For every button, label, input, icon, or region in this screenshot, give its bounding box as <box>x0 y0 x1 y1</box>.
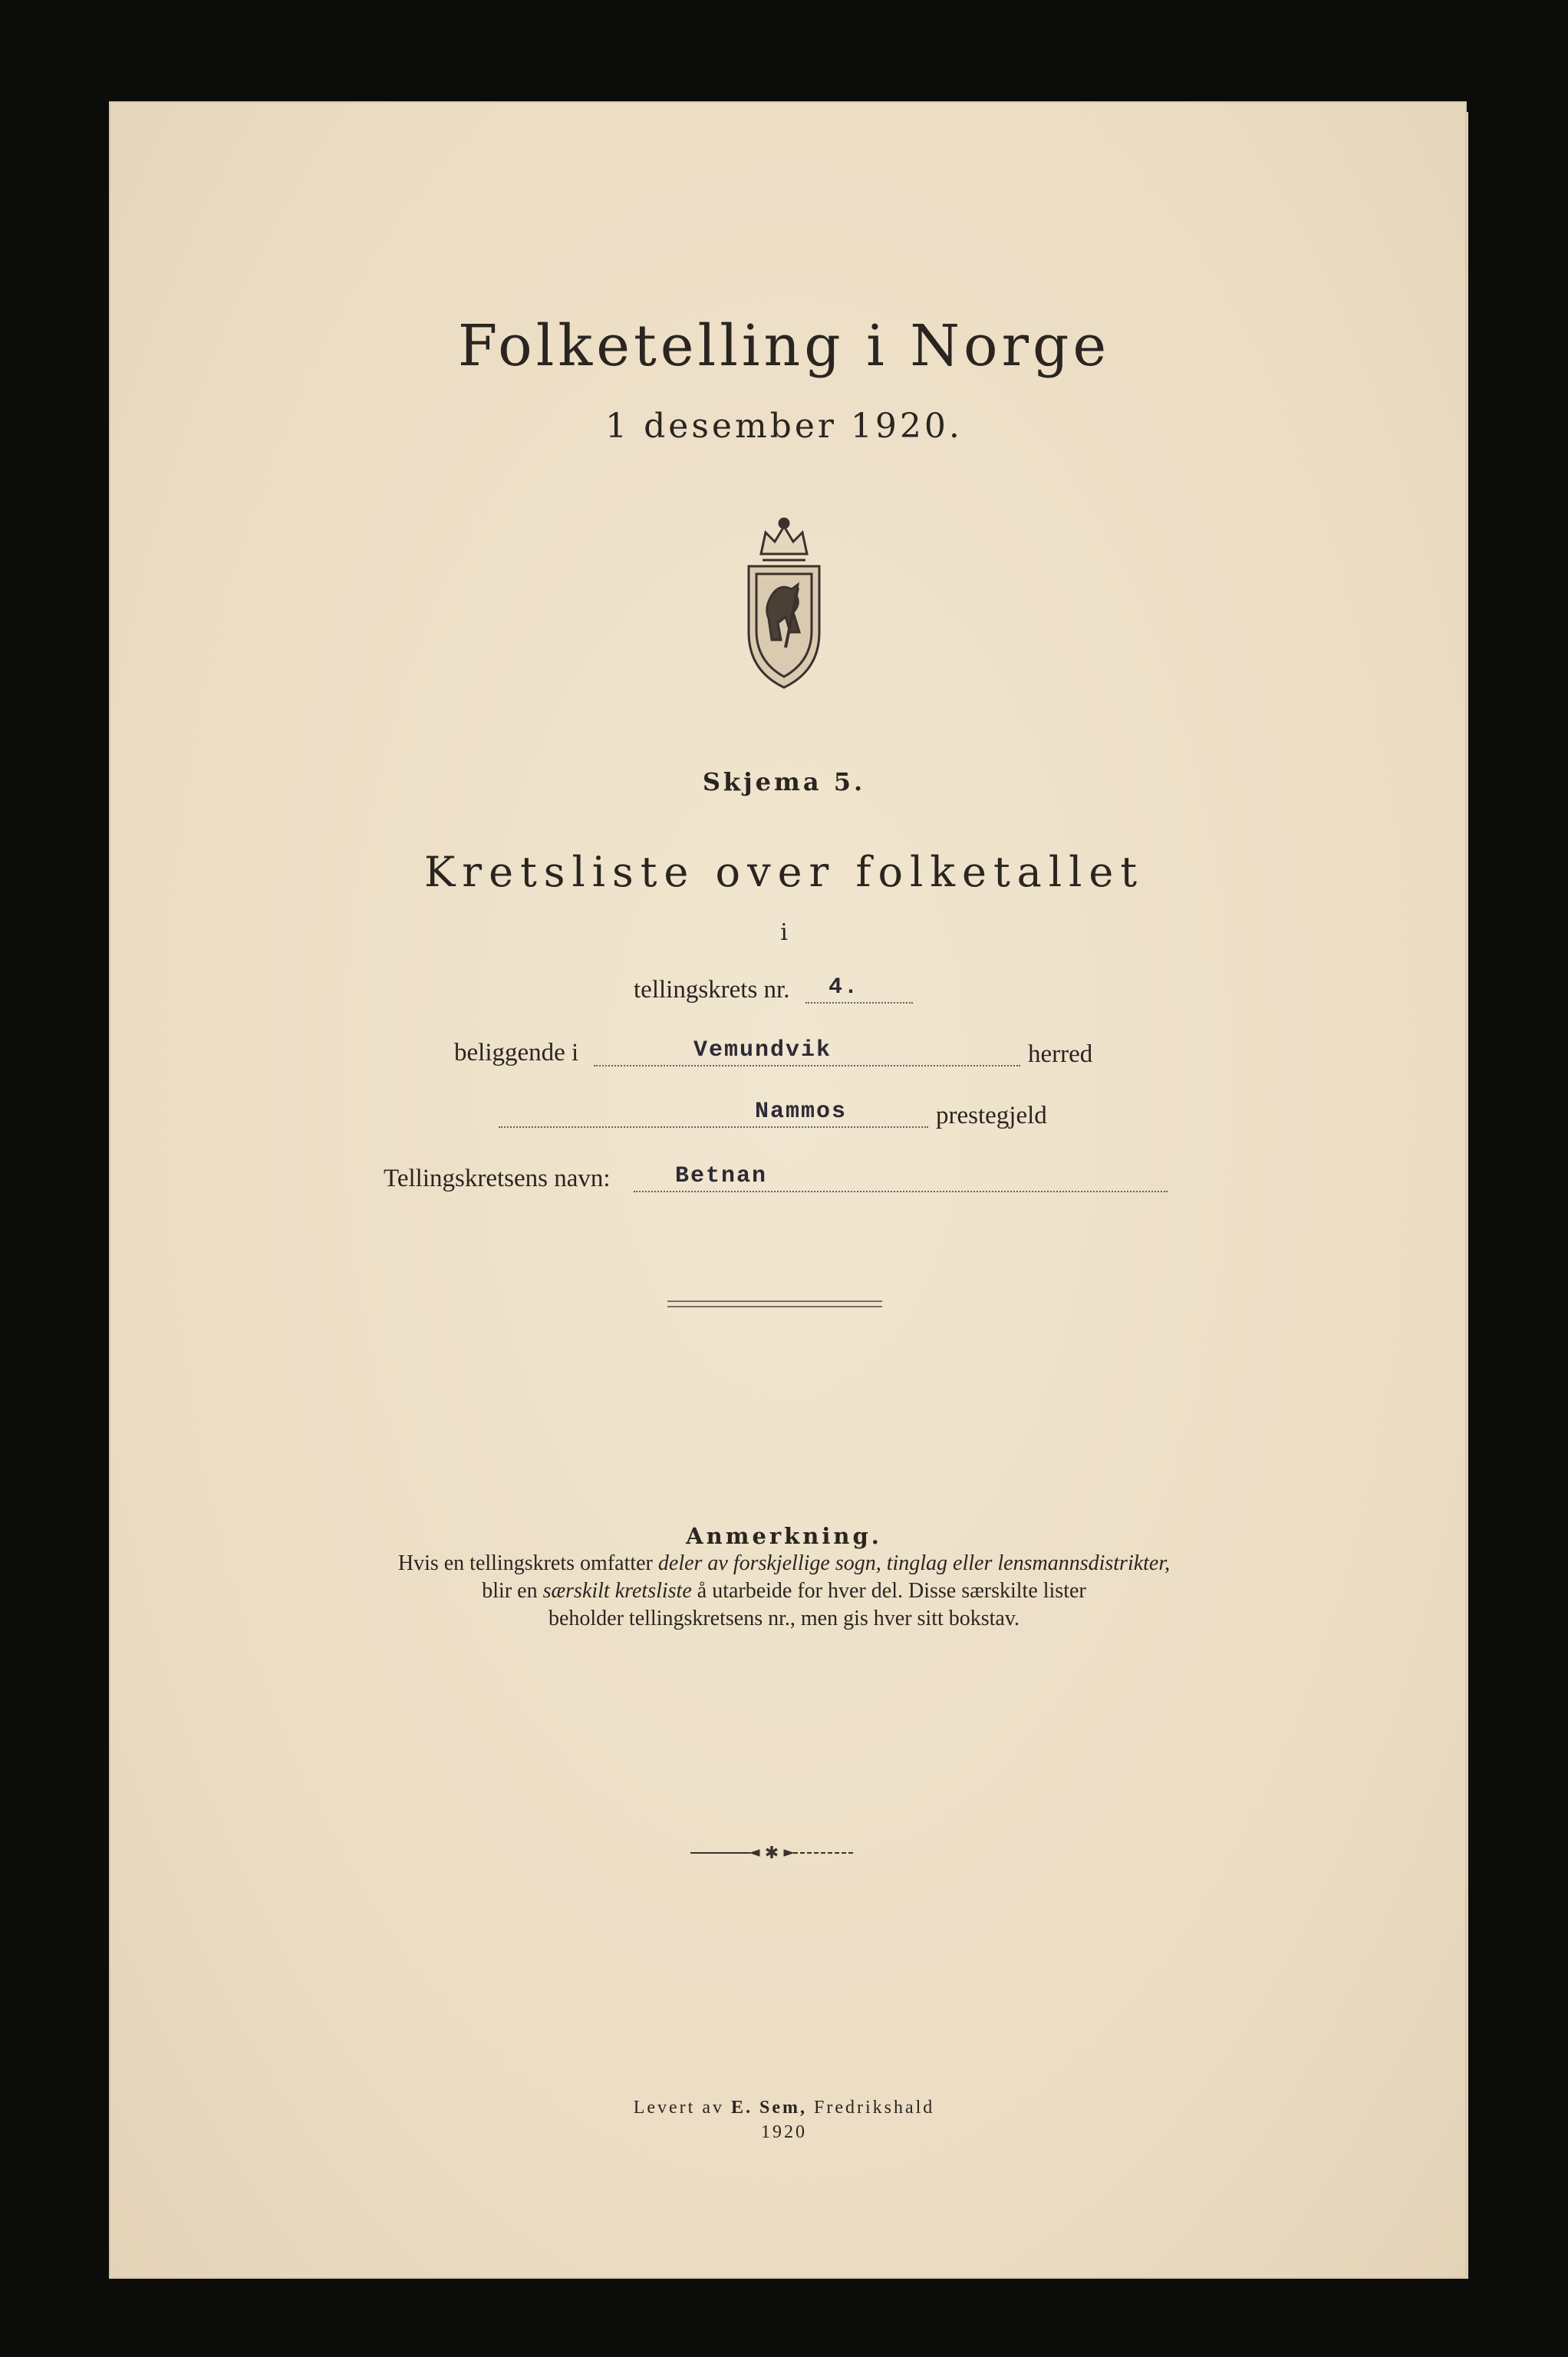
document-title: Folketelling i Norge <box>457 313 1111 379</box>
note-heading: Anmerkning. <box>686 1523 882 1549</box>
connector-word: i <box>780 919 788 946</box>
printer-name: E. Sem, <box>730 2098 807 2118</box>
note-line-2-text-a: blir en <box>482 1579 543 1603</box>
star-ornament-icon <box>687 1841 856 1864</box>
note-line-2-emphasis: særskilt kretsliste <box>542 1579 692 1603</box>
note-line-1-text: Hvis en tellingskrets omfatter <box>397 1551 658 1575</box>
district-name-value: Betnan <box>675 1163 768 1189</box>
located-label: beliggende i <box>454 1039 579 1066</box>
divider-rule-top <box>667 1300 882 1302</box>
district-underline <box>805 1002 913 1004</box>
note-line-2 <box>0 1579 1568 1604</box>
note-line-1-emphasis: deler av forskjellige sogn, tinglag eller lensmannsdistrikter, <box>657 1551 1171 1575</box>
parish-value: Nammos <box>755 1099 848 1125</box>
schema-number: Skjema 5. <box>702 767 866 796</box>
parish-underline <box>499 1126 928 1128</box>
located-underline <box>594 1065 1020 1066</box>
svg-text:✱: ✱ <box>764 1844 779 1863</box>
parish-label: prestegjeld <box>936 1102 1047 1129</box>
printer-text-a: Levert av <box>633 2098 731 2118</box>
note-line-3: beholder tellingskretsens nr., men gis hver sitt bokstav. <box>548 1607 1020 1630</box>
printer-text-b: Fredrikshald <box>806 2098 935 2118</box>
divider-rule-bottom <box>667 1306 882 1307</box>
form-heading: Kretsliste over folketallet <box>423 848 1145 896</box>
located-value: Vemundvik <box>693 1037 832 1063</box>
district-label: tellingskrets nr. <box>634 976 790 1004</box>
note-line-1 <box>0 1551 1568 1576</box>
printer-year: 1920 <box>761 2122 807 2142</box>
note-line-2-text-b: å utarbeide for hver del. Disse særskilte lister <box>691 1579 1086 1603</box>
district-value: 4. <box>828 974 860 1000</box>
census-date: 1 desember 1920. <box>605 407 963 446</box>
district-name-underline <box>634 1191 1168 1192</box>
printer-line <box>0 2098 1568 2118</box>
district-name-label: Tellingskretsens navn: <box>384 1165 611 1192</box>
herred-label: herred <box>1028 1040 1093 1068</box>
norwegian-coat-of-arms-icon <box>724 509 844 694</box>
